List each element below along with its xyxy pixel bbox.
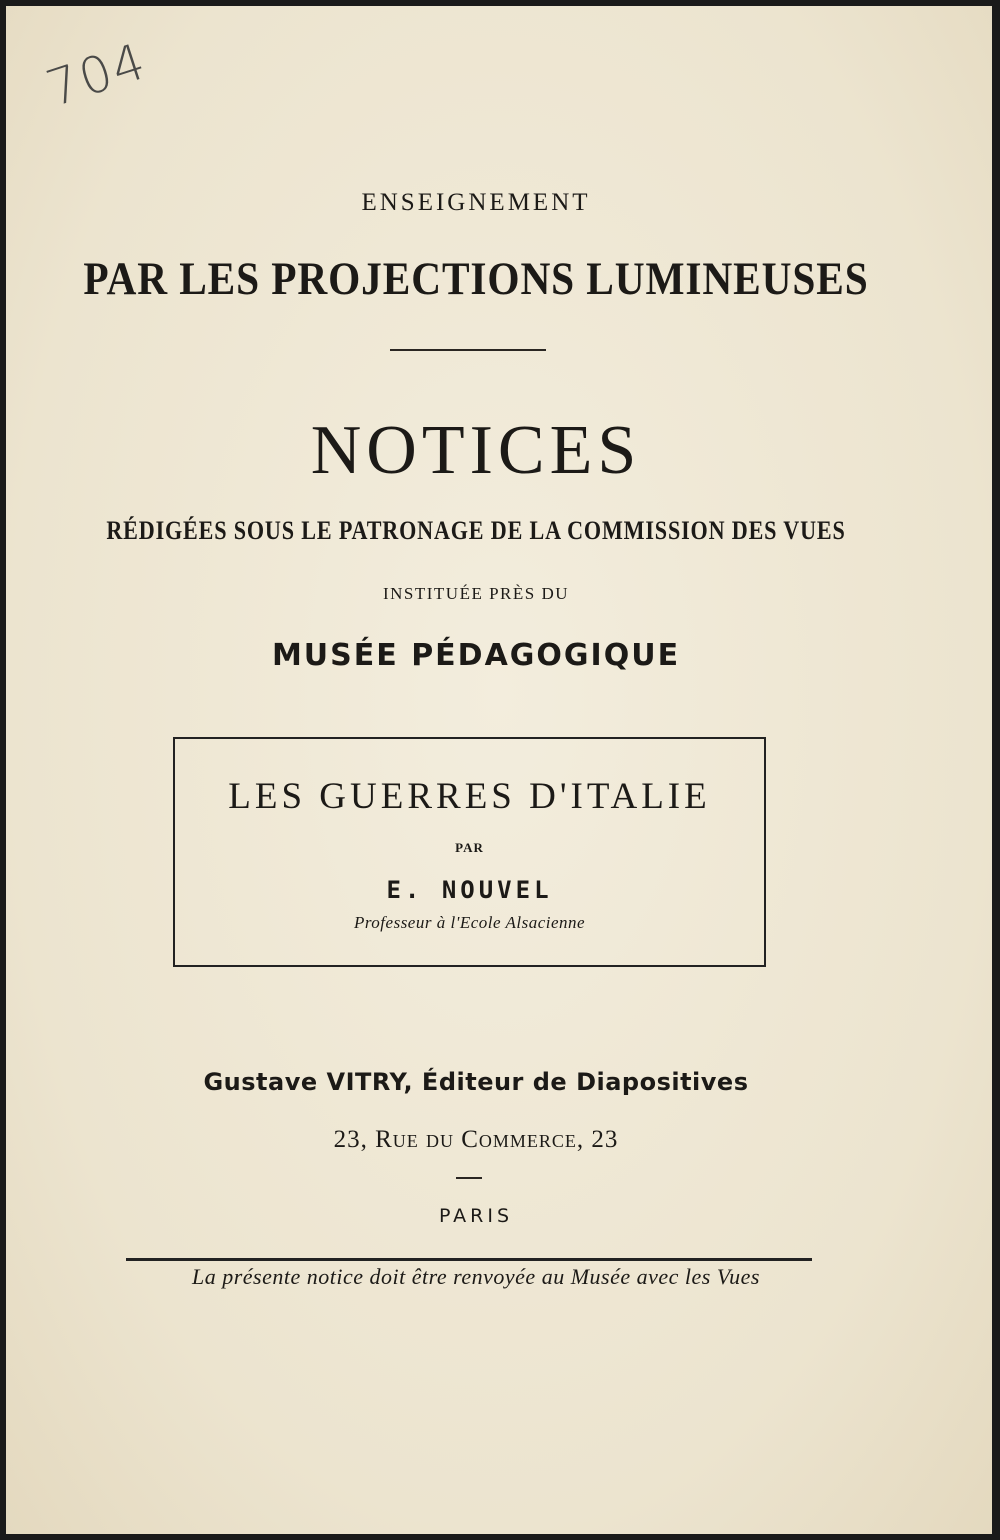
title-box	[173, 737, 766, 967]
header-line-2: PAR LES PROJECTIONS LUMINEUSES	[83, 253, 869, 305]
publisher-city: PARIS	[438, 1205, 514, 1227]
subtitle: RÉDIGÉES SOUS LE PATRONAGE DE LA COMMISSION DES VUES	[106, 516, 846, 545]
instituted-line: INSTITUÉE PRÈS DU	[382, 584, 570, 603]
museum-name: MUSÉE PÉDAGOGIQUE	[271, 638, 681, 673]
header-line-1: ENSEIGNEMENT	[361, 189, 591, 216]
document-page	[6, 6, 992, 1534]
divider-rule	[390, 349, 546, 351]
handwritten-number: 704	[39, 31, 154, 119]
footer-note: La présente notice doit être renvoyée au Musée avec les Vues	[192, 1264, 760, 1289]
author-name: E. NOUVEL	[386, 876, 553, 904]
work-title: LES GUERRES D'ITALIE	[228, 776, 711, 817]
short-divider	[456, 1177, 482, 1179]
par-label: PAR	[455, 840, 484, 855]
publisher-address: 23, Rue du Commerce, 23	[333, 1126, 619, 1153]
author-role: Professeur à l'Ecole Alsacienne	[353, 913, 586, 932]
publisher-name: Gustave VITRY, Éditeur de Diapositives	[203, 1068, 749, 1096]
main-title: NOTICES	[310, 412, 642, 489]
footer-rule	[126, 1258, 812, 1261]
